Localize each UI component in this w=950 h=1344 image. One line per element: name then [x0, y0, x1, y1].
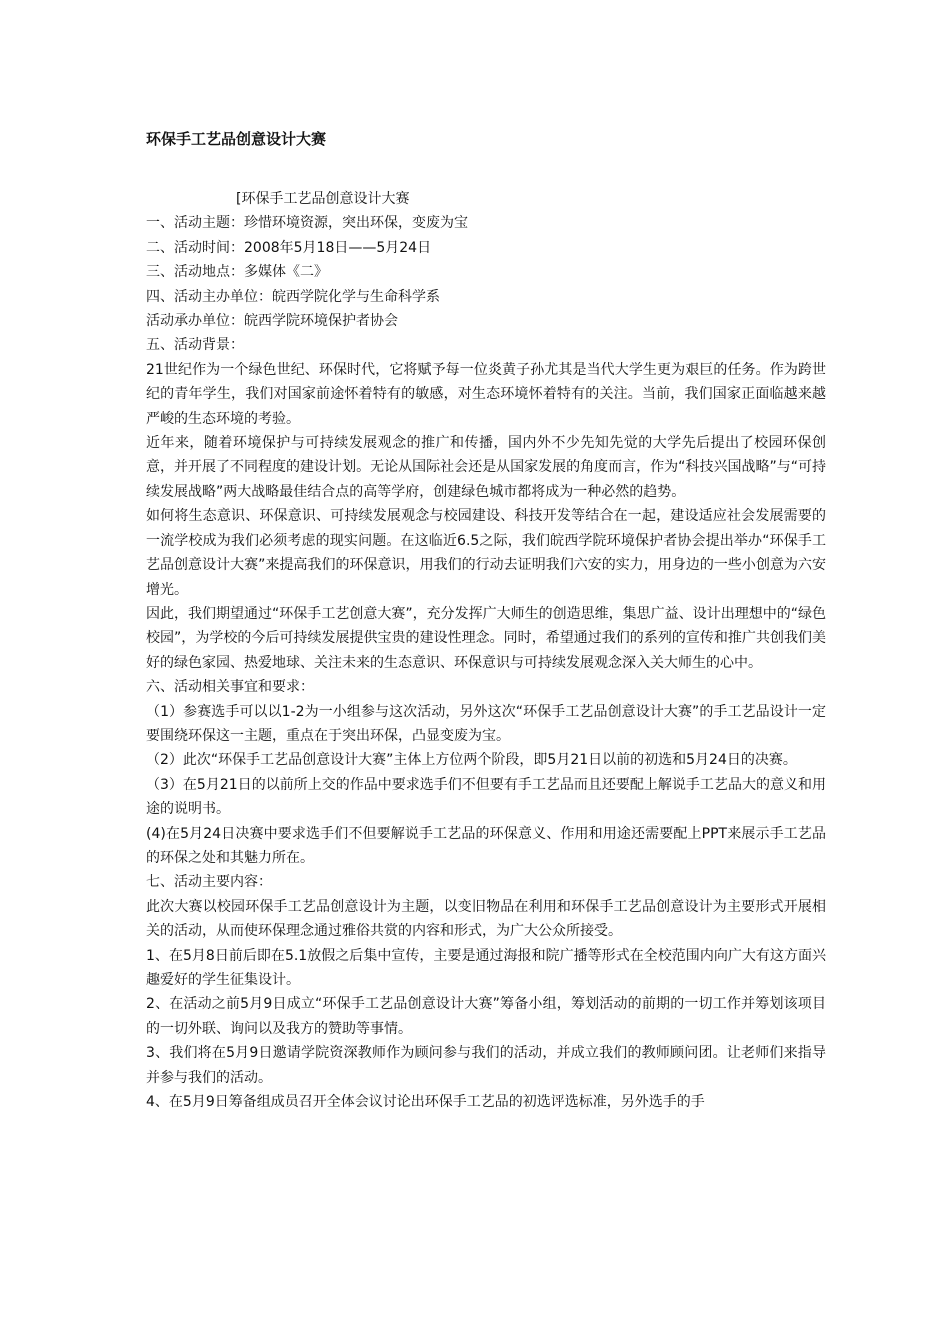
section-heading-background: 五、活动背景： — [146, 337, 244, 354]
background-paragraph-4: 因此，我们期望通过“环保手工艺创意大赛”，充分发挥广大师生的创造思维，集思广益、设计出理想中的“绿色校园”，为学校的今后可持续发展提供宝贵的建设性理念。同时，希望通过我们的系列的宣传和推广共创我们美好的绿色家园、热爱地球、关注未来的生态意识、环保意识与可持续发展观念深入关大师生的心中。 — [146, 605, 826, 671]
content-item-2: 2、在活动之前5月9日成立“环保手工艺品创意设计大赛”筹备小组，筹划活动的前期的一切工作并筹划该项目的一切外联、询问以及我方的赞助等事情。 — [146, 996, 826, 1037]
requirement-item-4: (4)在5月24日决赛中要求选手们不但要解说手工艺品的环保意义、作用和用途还需要配上PPT来展示手工艺品的环保之处和其魅力所在。 — [146, 825, 826, 866]
subtitle-line: [环保手工艺品创意设计大赛 — [236, 191, 410, 207]
content-item-3: 3、我们将在5月9日邀请学院资深教师作为顾问参与我们的活动，并成立我们的教师顾问团。让老师们来指导并参与我们的活动。 — [146, 1045, 826, 1086]
requirement-item-3: （3）在5月21日的以前所上交的作品中要求选手们不但要有手工艺品而且还要配上解说手工艺品大的意义和用途的说明书。 — [146, 776, 826, 818]
activity-organizer: 四、活动主办单位：皖西学院化学与生命科学系 — [146, 288, 440, 305]
content-item-1: 1、在5月8日前后即在5.1放假之后集中宣传，主要是通过海报和院广播等形式在全校范围内向广大有这方面兴趣爱好的学生征集设计。 — [146, 947, 826, 988]
background-paragraph-1: 21世纪作为一个绿色世纪、环保时代，它将赋予每一位炎黄子孙尤其是当代大学生更为艰巨的任务。作为跨世纪的青年学生，我们对国家前途怀着特有的敏感，对生态环境怀着特有的关注。当前，我们国家正面临越来越严峻的生态环境的考验。 — [146, 361, 826, 427]
content-item-4: 4、在5月9日筹备组成员召开全体会议讨论出环保手工艺品的初选评选标准，另外选手的手 — [146, 1094, 705, 1111]
document-body — [146, 187, 826, 1114]
requirement-item-2: （2）此次“环保手工艺品创意设计大赛”主体上方位两个阶段，即5月21日以前的初选和5月24日的决赛。 — [146, 752, 797, 769]
section-heading-content: 七、活动主要内容： — [146, 874, 272, 891]
activity-location: 三、活动地点：多媒体《二》 — [146, 264, 328, 281]
section-heading-requirements: 六、活动相关事宜和要求： — [146, 679, 314, 696]
content-intro: 此次大赛以校园环保手工艺品创意设计为主题，以变旧物品在利用和环保手工艺品创意设计为主要形式开展相关的活动，从而使环保理念通过雅俗共赏的内容和形式，为广大公众所接受。 — [146, 898, 826, 940]
activity-host: 活动承办单位：皖西学院环境保护者协会 — [146, 313, 398, 330]
activity-time: 二、活动时间：2008年5月18日——5月24日 — [146, 239, 432, 256]
background-paragraph-3: 如何将生态意识、环保意识、可持续发展观念与校园建设、科技开发等结合在一起，建设适应社会发展需要的一流学校成为我们必须考虑的现实问题。在这临近6.5之际，我们皖西学院环境保护者协会提出举办“环保手工艺品创意设计大赛”来提高我们的环保意识，用我们的行动去证明我们六安的实力，用身边的一些小创意为六安增光。 — [146, 508, 826, 598]
document-title: 环保手工艺品创意设计大赛 — [146, 130, 327, 148]
activity-theme: 一、活动主题：珍惜环境资源，突出环保，变废为宝 — [146, 215, 468, 232]
requirement-item-1: （1）参赛选手可以以1-2为一小组参与这次活动，另外这次“环保手工艺品创意设计大赛”的手工艺品设计一定要围绕环保这一主题，重点在于突出环保，凸显变废为宝。 — [146, 703, 826, 744]
background-paragraph-2: 近年来，随着环境保护与可持续发展观念的推广和传播，国内外不少先知先觉的大学先后提出了校园环保创意，并开展了不同程度的建设计划。无论从国际社会还是从国家发展的角度而言，作为“科技兴国战略”与“可持续发展战略”两大战略最佳结合点的高等学府，创建绿色城市都将成为一种必然的趋势。 — [146, 435, 826, 500]
